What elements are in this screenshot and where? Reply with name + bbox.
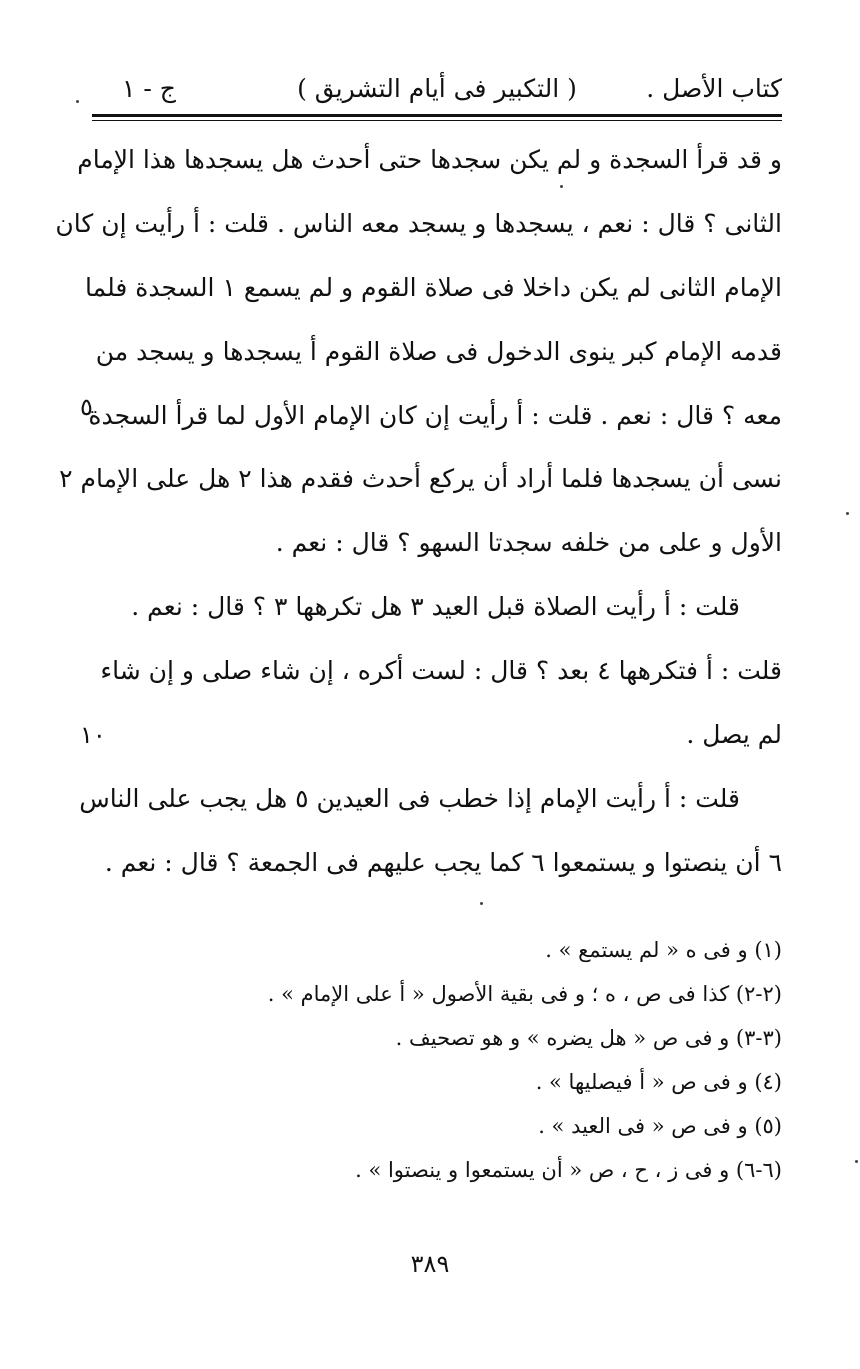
footnote: (١) و فى ه « لم يستمع » .: [545, 938, 782, 962]
text-line: الثانى ؟ قال : نعم ، يسجدها و يسجد معه الناس . قلت : أ رأيت إن كان: [55, 208, 782, 238]
text-line: و قد قرأ السجدة و لم يكن سجدها حتى أحدث هل يسجدها هذا الإمام: [77, 145, 782, 174]
text-line: لم يصل .: [686, 720, 782, 750]
footnote: (٤) و فى ص « أ فيصليها » .: [535, 1070, 782, 1094]
chapter-title: ( التكبير فى أيام التشريق ): [297, 74, 577, 103]
footnotes: [92, 928, 782, 1192]
text-line: قدمه الإمام كبر ينوى الدخول فى صلاة القوم أ يسجدها و يسجد من: [95, 336, 782, 366]
book-title: كتاب الأصل .: [646, 74, 782, 103]
text-line: معه ؟ قال : نعم . قلت : أ رأيت إن كان الإمام الأول لما قرأ السجدة: [88, 400, 782, 430]
page-number: ٣٨٩: [410, 1250, 450, 1278]
footnote: (٦-٦) و فى ز ، ح ، ص « أن يستمعوا و ينصتوا » .: [355, 1158, 782, 1182]
text-line: نسى أن يسجدها فلما أراد أن يركع أحدث فقدم هذا ٢ هل على الإمام ٢: [59, 464, 782, 494]
header-rule-thick: [92, 114, 782, 117]
text-line: ٦ أن ينصتوا و يستمعوا ٦ كما يجب عليهم فى الجمعة ؟ قال : نعم .: [104, 847, 782, 877]
text-line: قلت : أ رأيت الصلاة قبل العيد ٣ هل تكرهها ٣ ؟ قال : نعم .: [131, 592, 740, 622]
margin-line-number: ١٠: [80, 721, 106, 749]
text-line: الإمام الثانى لم يكن داخلا فى صلاة القوم و لم يسمع ١ السجدة فلما: [85, 272, 782, 302]
text-line: الأول و على من خلفه سجدتا السهو ؟ قال : نعم .: [275, 528, 782, 558]
text-line: قلت : أ فتكرهها ٤ بعد ؟ قال : لست أكره ، إن شاء صلى و إن شاء: [100, 656, 782, 686]
footnote: (٢-٢) كذا فى ص ، ه ؛ و فى بقية الأصول « أ على الإمام » .: [267, 982, 782, 1006]
margin-line-number: ٥: [80, 393, 93, 421]
footnote: (٣-٣) و فى ص « هل يضره » و هو تصحيف .: [395, 1026, 782, 1050]
volume-label: ج - ١: [122, 74, 176, 103]
header-rule-thin: [92, 120, 782, 121]
footnote: (٥) و فى ص « فى العيد » .: [538, 1114, 782, 1138]
text-line: قلت : أ رأيت الإمام إذا خطب فى العيدين ٥ هل يجب على الناس: [79, 783, 740, 813]
running-header: [92, 68, 782, 110]
